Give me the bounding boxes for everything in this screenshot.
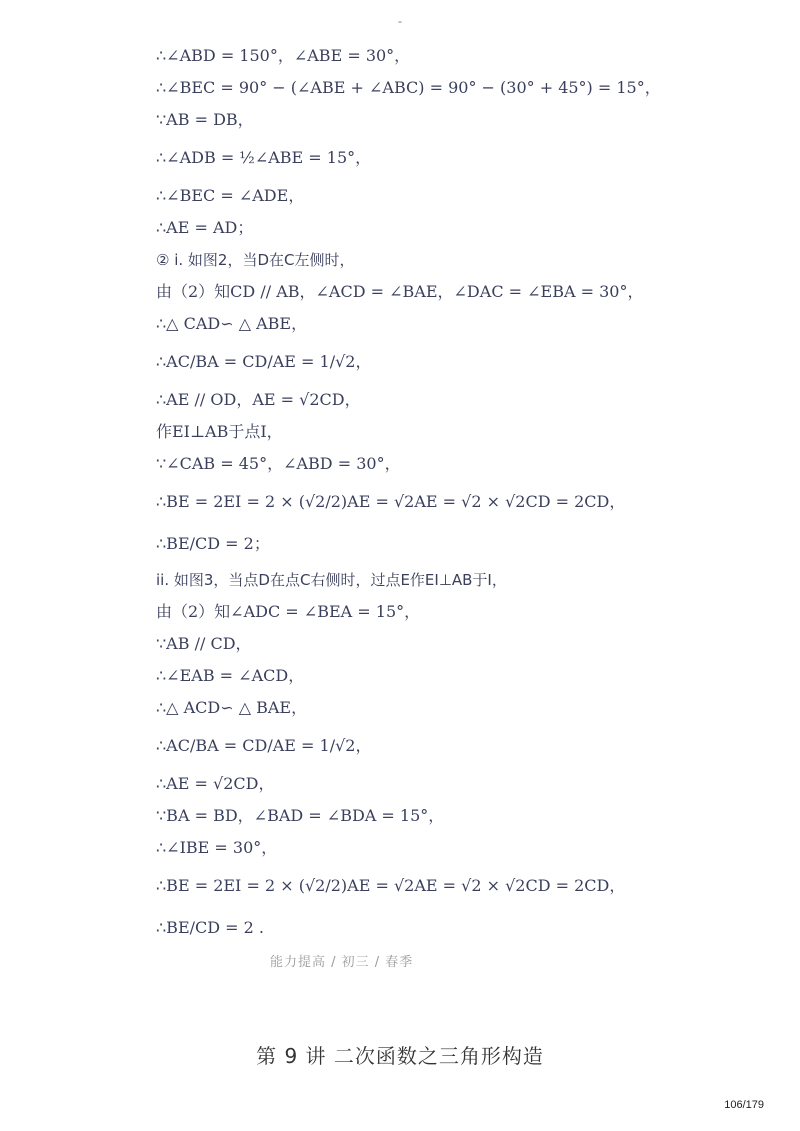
header-mark: - <box>398 14 402 28</box>
footer-subject: 能力提高 / 初三 / 春季 <box>270 955 414 970</box>
solution-line: ∴△ ACD∽ △ BAE， <box>156 698 308 717</box>
solution-content <box>156 40 756 948</box>
solution-line: ii. 如图3，当点D在点C右侧时，过点E作EI⊥AB于I， <box>156 571 507 589</box>
solution-line: ∴AE // OD，AE = √2CD， <box>156 390 361 409</box>
solution-line: ∵AB // CD， <box>156 634 252 653</box>
solution-line: ∴BE/CD = 2； <box>156 534 270 553</box>
solution-line: ② i. 如图2，当D在C左侧时， <box>156 251 355 269</box>
solution-line: 作EI⊥AB于点I， <box>156 422 283 441</box>
solution-line: ∴∠ABD = 150°，∠ABE = 30°， <box>156 46 411 65</box>
solution-line: ∴AE = √2CD， <box>156 774 275 793</box>
solution-line: ∴AC/BA = CD/AE = 1/√2， <box>156 736 372 755</box>
solution-line: ∴∠IBE = 30°， <box>156 838 278 857</box>
solution-line: ∵AB = DB， <box>156 110 254 129</box>
solution-line: ∴BE/CD = 2 . <box>156 918 265 937</box>
solution-line: ∵∠CAB = 45°，∠ABD = 30°， <box>156 454 401 473</box>
solution-line: ∴△ CAD∽ △ ABE， <box>156 314 308 333</box>
chapter-title: 第 9 讲 二次函数之三角形构造 <box>256 1044 544 1068</box>
solution-line: ∴BE = 2EI = 2 × (√2/2)AE = √2AE = √2 × √2CD = 2CD， <box>156 876 626 895</box>
solution-line: 由（2）知∠ADC = ∠BEA = 15°， <box>156 602 421 621</box>
solution-line: ∴AC/BA = CD/AE = 1/√2， <box>156 352 372 371</box>
solution-line: 由（2）知CD // AB，∠ACD = ∠BAE，∠DAC = ∠EBA = 30°， <box>156 282 644 301</box>
solution-line: ∴∠EAB = ∠ACD， <box>156 666 305 685</box>
solution-line: ∴AE = AD； <box>156 218 254 237</box>
solution-line: ∴∠ADB = ½∠ABE = 15°， <box>156 148 372 167</box>
solution-line: ∵BA = BD，∠BAD = ∠BDA = 15°， <box>156 806 445 825</box>
solution-line: ∴BE = 2EI = 2 × (√2/2)AE = √2AE = √2 × √2CD = 2CD， <box>156 492 626 511</box>
solution-line: ∴∠BEC = 90° − (∠ABE + ∠ABC) = 90° − (30° + 45°) = 15°， <box>156 78 661 97</box>
page-number: 106/179 <box>724 1099 764 1111</box>
solution-line: ∴∠BEC = ∠ADE， <box>156 186 305 205</box>
